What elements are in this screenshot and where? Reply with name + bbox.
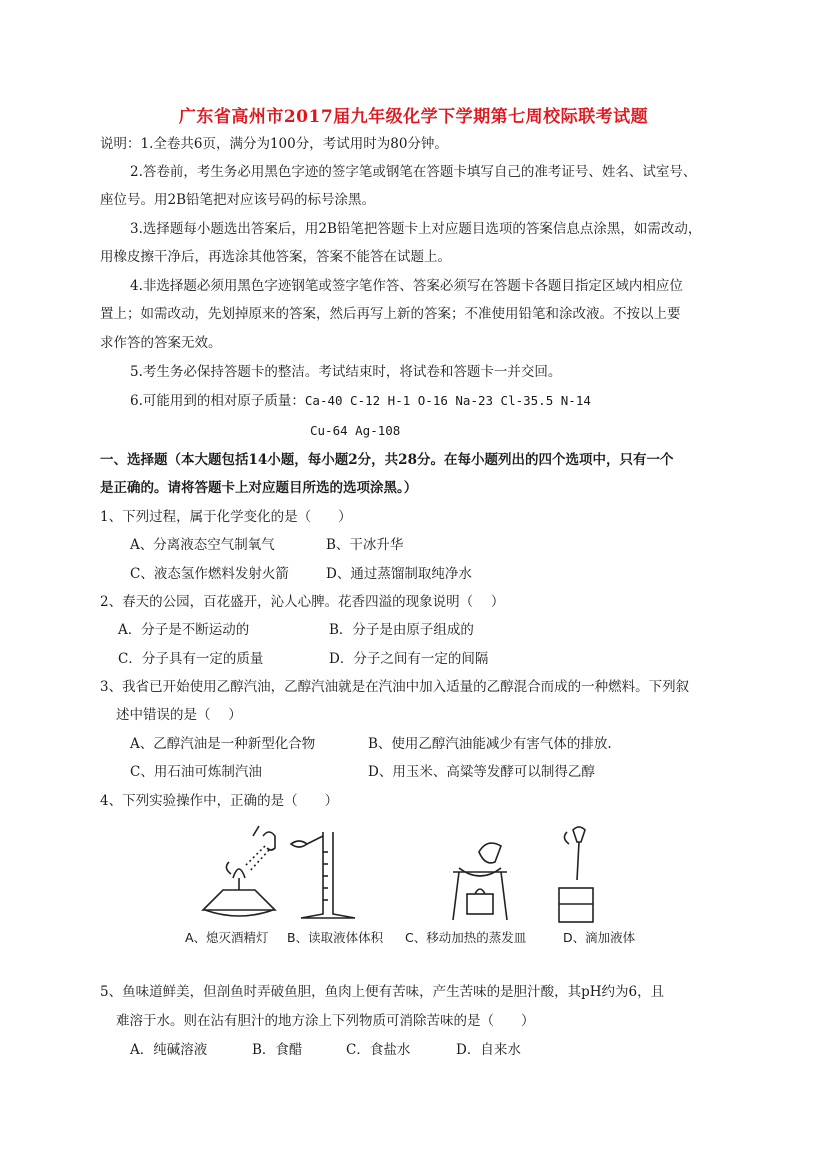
q5-option-b: B．食醋 bbox=[252, 1042, 303, 1058]
q3-option-c: C、用石油可炼制汽油 bbox=[130, 764, 262, 780]
q1-option-b: B、干冰升华 bbox=[326, 537, 404, 553]
atomic-masses-2: Cu-64 Ag-108 bbox=[310, 423, 401, 438]
instruction-3a: 3.选择题每小题选出答案后，用2B铅笔把答题卡上对应题目选项的答案信息点涂黑，如需改动， bbox=[130, 221, 702, 237]
q4-figure bbox=[183, 822, 653, 952]
q4-caption-d: D、滴加液体 bbox=[563, 930, 636, 945]
lab-operations-illustration bbox=[183, 822, 653, 926]
instruction-4a: 4.非选择题必须用黑色字迹钢笔或签字笔作答、答案必须写在答题卡各题目指定区域内相应位 bbox=[130, 278, 683, 294]
q4-caption-c: C、移动加热的蒸发皿 bbox=[405, 930, 527, 945]
instruction-5: 5.考生务必保持答题卡的整洁。考试结束时，将试卷和答题卡一并交回。 bbox=[130, 364, 562, 380]
q4-caption-b: B、读取液体体积 bbox=[287, 930, 384, 945]
alcohol-lamp-drawing bbox=[203, 826, 275, 916]
q2-option-d: D．分子之间有一定的间隔 bbox=[329, 651, 489, 667]
evaporating-dish-drawing bbox=[453, 843, 507, 920]
section-1-heading: 一、选择题（本大题包括14小题，每小题2分，共28分。在每小题列出的四个选项中，只有一个 bbox=[100, 452, 674, 468]
atomic-masses-1: Ca-40 C-12 H-1 O-16 Na-23 Cl-35.5 N-14 bbox=[304, 393, 591, 408]
q4-stem: 4、下列实验操作中，正确的是（ ） bbox=[100, 793, 339, 809]
q3-option-d: D、用玉米、高粱等发酵可以制得乙醇 bbox=[368, 764, 595, 780]
q1-option-d: D、通过蒸馏制取纯净水 bbox=[326, 566, 472, 582]
q3-stem: 3、我省已开始使用乙醇汽油，乙醇汽油就是在汽油中加入适量的乙醇混合而成的一种燃料。下列叙 bbox=[100, 679, 690, 695]
q2-option-c: C．分子具有一定的质量 bbox=[118, 651, 264, 667]
instruction-6 bbox=[130, 392, 591, 410]
section-1-heading-cont: 是正确的。请将答题卡上对应题目所选的选项涂黑。） bbox=[100, 480, 418, 496]
q3-stem-cont: 述中错误的是（ ） bbox=[116, 707, 242, 723]
page-title: 广东省高州市2017届九年级化学下学期第七周校际联考试题 bbox=[178, 107, 649, 127]
instruction-4b: 置上；如需改动，先划掉原来的答案，然后再写上新的答案；不准使用铅笔和涂改液。不按以上要 bbox=[100, 306, 681, 322]
q1-option-c: C、液态氢作燃料发射火箭 bbox=[130, 566, 289, 582]
q2-option-b: B．分子是由原子组成的 bbox=[329, 622, 474, 638]
instruction-6-label: 6.可能用到的相对原子质量： bbox=[130, 393, 305, 409]
q2-stem: 2、春天的公园，百花盛开，沁人心脾。花香四溢的现象说明（ ） bbox=[100, 594, 505, 610]
q3-option-a: A、乙醇汽油是一种新型化合物 bbox=[130, 736, 316, 752]
q3-option-b: B、使用乙醇汽油能减少有害气体的排放. bbox=[368, 736, 612, 752]
q5-option-d: D．自来水 bbox=[456, 1042, 521, 1058]
instruction-3b: 用橡皮擦干净后，再选涂其他答案，答案不能答在试题上。 bbox=[100, 249, 451, 265]
instruction-4c: 求作答的答案无效。 bbox=[100, 335, 222, 351]
q5-option-a: A．纯碱溶液 bbox=[130, 1042, 208, 1058]
dropper-drawing bbox=[559, 827, 593, 922]
graduated-cylinder-drawing bbox=[291, 832, 355, 918]
q1-option-a: A、分离液态空气制氧气 bbox=[130, 537, 275, 553]
q4-caption-a: A、熄灭酒精灯 bbox=[185, 930, 269, 945]
q5-stem: 5、鱼味道鲜美，但剖鱼时弄破鱼胆，鱼肉上便有苦味，产生苦味的是胆汁酸，其pH约为6，且 bbox=[100, 984, 665, 1000]
q5-stem-cont: 难溶于水。则在沾有胆汁的地方涂上下列物质可消除苦味的是（ ） bbox=[116, 1013, 535, 1029]
instruction-1: 说明：1.全卷共6页，满分为100分，考试用时为80分钟。 bbox=[100, 136, 448, 152]
q5-option-c: C．食盐水 bbox=[346, 1042, 411, 1058]
q2-option-a: A．分子是不断运动的 bbox=[118, 622, 250, 638]
instruction-2b: 座位号。用2B铅笔把对应该号码的标号涂黑。 bbox=[100, 192, 376, 208]
instruction-2a: 2.答卷前，考生务必用黑色字迹的签字笔或钢笔在答题卡填写自己的准考证号、姓名、试室号、 bbox=[130, 164, 697, 180]
q1-stem: 1、下列过程，属于化学变化的是（ ） bbox=[100, 509, 352, 525]
